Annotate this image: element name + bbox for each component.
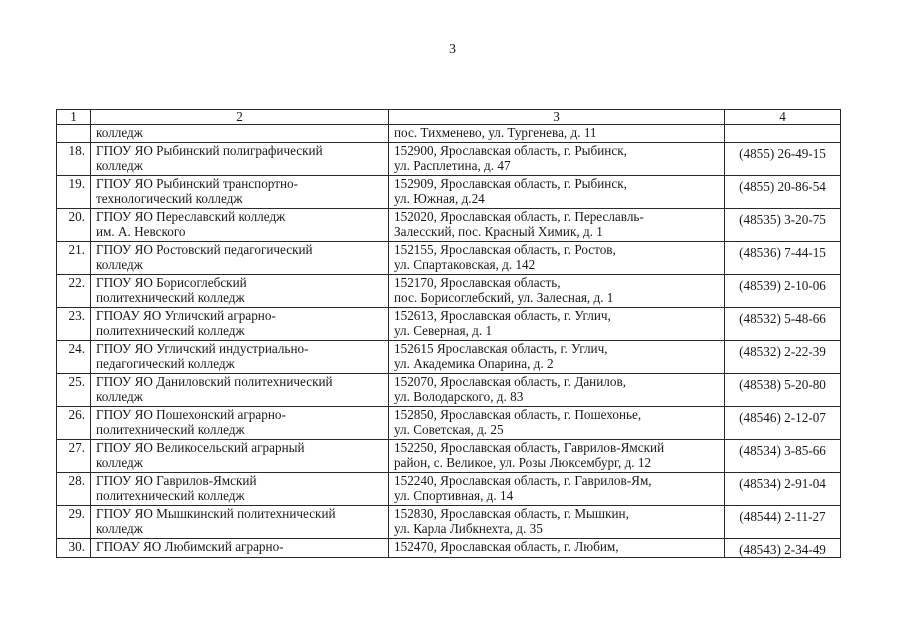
address-line: 152850, Ярославская область, г. Пошехонье, [394, 407, 642, 422]
institution-name-cell [91, 506, 389, 539]
row-number-cell: 22. [57, 275, 91, 308]
name-line: ГПОУ ЯО Великосельский аграрный [96, 440, 305, 455]
address-cell [389, 209, 725, 242]
institution-name-cell [91, 275, 389, 308]
institution-name-cell [91, 176, 389, 209]
address-line: ул. Южная, д.24 [394, 191, 485, 206]
phone-number: (48539) 2-10-06 [739, 278, 826, 293]
row-number-cell: 19. [57, 176, 91, 209]
name-line: ГПОАУ ЯО Угличский аграрно- [96, 308, 276, 323]
name-line: педагогический колледж [96, 356, 235, 371]
address-cell [389, 143, 725, 176]
table-row [57, 209, 841, 242]
phone-cell [725, 407, 841, 440]
table-body [57, 110, 841, 558]
phone-cell [725, 143, 841, 176]
row-number-cell: 30. [57, 539, 91, 558]
header-cell-address: 3 [389, 110, 725, 125]
phone-cell [725, 473, 841, 506]
address-line: 152170, Ярославская область, [394, 275, 561, 290]
row-number-cell: 20. [57, 209, 91, 242]
address-line: ул. Советская, д. 25 [394, 422, 504, 437]
address-line: 152830, Ярославская область, г. Мышкин, [394, 506, 629, 521]
phone-number: (48536) 7-44-15 [739, 245, 826, 260]
continuation-number-cell [57, 125, 91, 143]
name-line: ГПОУ ЯО Угличский индустриально- [96, 341, 309, 356]
address-cell [389, 341, 725, 374]
name-line: ГПОУ ЯО Даниловский политехнический [96, 374, 333, 389]
header-cell-phone: 4 [725, 110, 841, 125]
address-line: ул. Академика Опарина, д. 2 [394, 356, 554, 371]
phone-number: (48546) 2-12-07 [739, 410, 826, 425]
institution-name-cell [91, 308, 389, 341]
colleges-table [56, 109, 841, 558]
page-number: 3 [449, 42, 456, 57]
header-cell-name: 2 [91, 110, 389, 125]
address-line: пос. Тихменево, ул. Тургенева, д. 11 [394, 125, 597, 140]
address-line: 152909, Ярославская область, г. Рыбинск, [394, 176, 627, 191]
phone-cell [725, 242, 841, 275]
name-line: колледж [96, 158, 143, 173]
address-line: 152250, Ярославская область, Гаврилов-Ямский [394, 440, 665, 455]
address-cell [389, 473, 725, 506]
table-row [57, 506, 841, 539]
phone-number: (48538) 5-20-80 [739, 377, 826, 392]
row-number-cell: 18. [57, 143, 91, 176]
name-line: ГПОУ ЯО Переславский колледж [96, 209, 286, 224]
address-line: ул. Спортивная, д. 14 [394, 488, 514, 503]
address-cell [389, 275, 725, 308]
phone-cell [725, 209, 841, 242]
address-line: ул. Володарского, д. 83 [394, 389, 524, 404]
continuation-phone-cell [725, 125, 841, 143]
address-cell [389, 308, 725, 341]
table-row [57, 275, 841, 308]
institution-name-cell [91, 374, 389, 407]
phone-cell [725, 176, 841, 209]
institution-name-cell [91, 539, 389, 558]
phone-cell [725, 308, 841, 341]
phone-cell [725, 539, 841, 558]
table-row [57, 143, 841, 176]
row-number-cell: 28. [57, 473, 91, 506]
name-line: политехнический колледж [96, 488, 245, 503]
name-line: колледж [96, 389, 143, 404]
name-line: ГПОАУ ЯО Любимский аграрно- [96, 539, 284, 554]
address-cell [389, 242, 725, 275]
institution-name-cell [91, 440, 389, 473]
table-row [57, 341, 841, 374]
row-number-cell: 25. [57, 374, 91, 407]
name-line: политехнический колледж [96, 290, 245, 305]
phone-number: (4855) 20-86-54 [739, 179, 826, 194]
name-line: колледж [96, 125, 143, 140]
table-row [57, 539, 841, 558]
row-number-cell: 26. [57, 407, 91, 440]
name-line: политехнический колледж [96, 323, 245, 338]
institution-name-cell [91, 473, 389, 506]
address-cell [389, 374, 725, 407]
name-line: ГПОУ ЯО Мышкинский политехнический [96, 506, 336, 521]
address-cell [389, 440, 725, 473]
institution-name-cell [91, 209, 389, 242]
table-row [57, 374, 841, 407]
phone-number: (48534) 2-91-04 [739, 476, 826, 491]
phone-number: (48535) 3-20-75 [739, 212, 826, 227]
name-line: ГПОУ ЯО Ростовский педагогический [96, 242, 313, 257]
address-line: 152615 Ярославская область, г. Углич, [394, 341, 608, 356]
address-line: ул. Северная, д. 1 [394, 323, 493, 338]
address-cell [389, 407, 725, 440]
address-cell [389, 506, 725, 539]
phone-number: (48543) 2-34-49 [739, 542, 826, 557]
name-line: ГПОУ ЯО Гаврилов-Ямский [96, 473, 257, 488]
address-line: район, с. Великое, ул. Розы Люксембург, д. 12 [394, 455, 652, 470]
address-line: пос. Борисоглебский, ул. Залесная, д. 1 [394, 290, 614, 305]
address-line: 152470, Ярославская область, г. Любим, [394, 539, 619, 554]
institution-name-cell [91, 242, 389, 275]
institution-name-cell [91, 143, 389, 176]
row-number-cell: 29. [57, 506, 91, 539]
name-line: колледж [96, 455, 143, 470]
institution-name-cell [91, 341, 389, 374]
row-number-cell: 27. [57, 440, 91, 473]
phone-number: (48532) 2-22-39 [739, 344, 826, 359]
phone-cell [725, 440, 841, 473]
name-line: им. А. Невского [96, 224, 186, 239]
phone-cell [725, 506, 841, 539]
phone-number: (48544) 2-11-27 [739, 509, 826, 524]
address-line: 152613, Ярославская область, г. Углич, [394, 308, 611, 323]
phone-cell [725, 341, 841, 374]
table-row [57, 308, 841, 341]
name-line: колледж [96, 521, 143, 536]
address-line: ул. Расплетина, д. 47 [394, 158, 511, 173]
table-row [57, 473, 841, 506]
row-number-cell: 23. [57, 308, 91, 341]
name-line: ГПОУ ЯО Пошехонский аграрно- [96, 407, 286, 422]
name-line: технологический колледж [96, 191, 243, 206]
phone-number: (48534) 3-85-66 [739, 443, 826, 458]
table-row [57, 440, 841, 473]
address-line: 152020, Ярославская область, г. Переславль- [394, 209, 644, 224]
name-line: политехнический колледж [96, 422, 245, 437]
phone-cell [725, 275, 841, 308]
address-line: 152070, Ярославская область, г. Данилов, [394, 374, 626, 389]
continuation-row [57, 125, 841, 143]
address-cell [389, 176, 725, 209]
phone-number: (48532) 5-48-66 [739, 311, 826, 326]
table-row [57, 407, 841, 440]
address-line: ул. Спартаковская, д. 142 [394, 257, 536, 272]
phone-cell [725, 374, 841, 407]
address-line: 152240, Ярославская область, г. Гаврилов-Ям, [394, 473, 652, 488]
address-line: ул. Карла Либкнехта, д. 35 [394, 521, 543, 536]
name-line: ГПОУ ЯО Рыбинский транспортно- [96, 176, 299, 191]
name-line: колледж [96, 257, 143, 272]
row-number-cell: 21. [57, 242, 91, 275]
table-row [57, 242, 841, 275]
address-cell [389, 539, 725, 558]
name-line: ГПОУ ЯО Борисоглебский [96, 275, 247, 290]
header-cell-number: 1 [57, 110, 91, 125]
header-row [57, 110, 841, 125]
institution-name-cell [91, 407, 389, 440]
phone-number: (4855) 26-49-15 [739, 146, 826, 161]
table-row [57, 176, 841, 209]
continuation-address-cell [389, 125, 725, 143]
address-line: 152900, Ярославская область, г. Рыбинск, [394, 143, 627, 158]
address-line: 152155, Ярославская область, г. Ростов, [394, 242, 616, 257]
address-line: Залесский, пос. Красный Химик, д. 1 [394, 224, 603, 239]
continuation-name-cell [91, 125, 389, 143]
name-line: ГПОУ ЯО Рыбинский полиграфический [96, 143, 323, 158]
row-number-cell: 24. [57, 341, 91, 374]
